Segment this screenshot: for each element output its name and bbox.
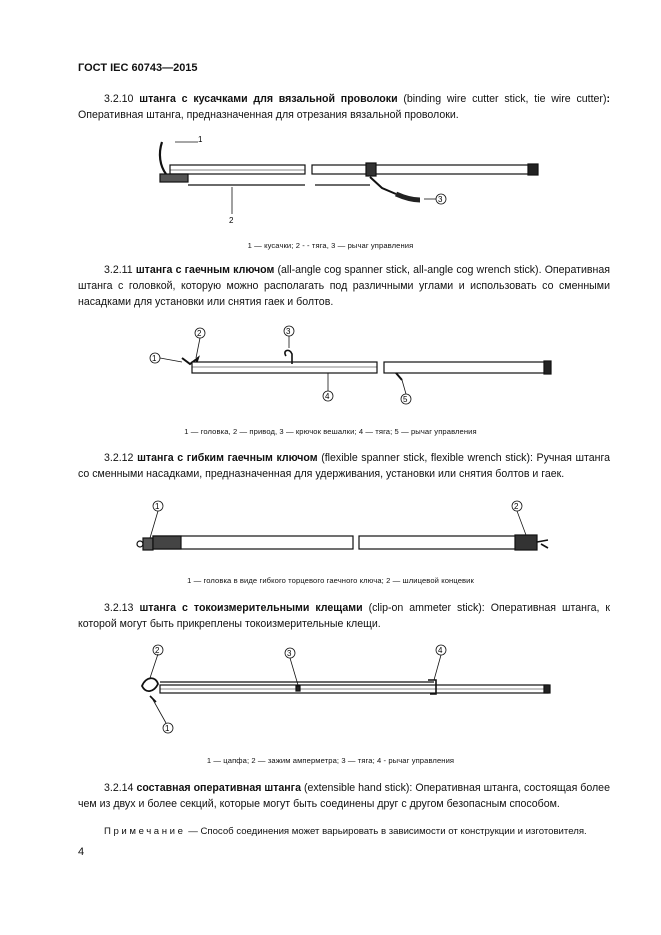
figure-wire-cutter-stick [0, 130, 661, 240]
section-3-2-14 [78, 780, 610, 812]
definition: Оперативная штанга, к которой могут быть прикреплены токоизмерительные клещи. [78, 602, 611, 630]
section-3-2-10: 3.2.10 штанга с кусачками для вязальной проволоки (binding wire cutter stick, tie wire cutter): Оперативная штанга, предназначенная для отрезания вязальной проволоки. [78, 93, 611, 121]
note-label: Примечание [104, 826, 186, 837]
figure-caption: 1 — цапфа; 2 — зажим амперметра; 3 — тяга; 4 - рычаг управления [206, 756, 455, 765]
section-number: 3.2.10 [104, 93, 134, 105]
fig-label: 3 [287, 649, 292, 658]
fig-label: 2 [155, 646, 160, 655]
section-3-2-13 [78, 600, 610, 632]
term-english: (flexible spanner stick, flexible wrench stick): [321, 452, 533, 464]
fig-label: 2 [514, 502, 519, 511]
section-number: 3.2.13 [104, 602, 134, 614]
term-english: (all-angle cog spanner stick, all-angle cog wrench stick). [277, 264, 542, 276]
figure-caption: 1 — кусачки; 2 - - тяга, 3 — рычаг управления [247, 241, 414, 250]
section-3-2-12 [78, 450, 610, 482]
term: штанга с токоизмерительными клещами [139, 602, 363, 614]
term-english: (binding wire cutter stick, tie wire cutter) [403, 93, 607, 105]
term: штанга с гибким гаечным ключом [137, 452, 318, 464]
fig-label: 4 [325, 392, 330, 401]
term-english: (extensible hand stick): [303, 782, 413, 794]
section-3-2-11 [78, 262, 610, 310]
section-number: 3.2.14 [104, 782, 134, 794]
fig-label: 1 [165, 724, 170, 733]
figure-caption: 1 — головка, 2 — привод, 3 — крючок вешалки; 4 — тяга; 5 — рычаг управления [184, 427, 477, 436]
term-english: (clip-on ammeter stick): [368, 602, 485, 614]
document-header: ГОСТ IEC 60743—2015 [78, 62, 198, 74]
term: составная оперативная штанга [136, 782, 301, 794]
fig-label: 2 [229, 216, 234, 225]
fig-label: 4 [438, 646, 443, 655]
definition: Оперативная штанга, предназначенная для отрезания вязальной проволоки. [78, 109, 459, 121]
fig-label: 3 [286, 327, 291, 336]
figure-flexible-spanner-stick [0, 492, 661, 572]
note [104, 826, 587, 837]
definition: Оперативная штанга, состоящая более чем из двух и более секций, которые могут быть соединены друг с другом безопасным способом. [78, 782, 610, 810]
fig-label: 1 [198, 135, 203, 144]
fig-label: 1 [152, 354, 157, 363]
section-number: 3.2.11 [104, 264, 133, 276]
section-number: 3.2.12 [104, 452, 134, 464]
page-number: 4 [78, 846, 85, 858]
fig-label: 3 [438, 195, 443, 204]
note-text: — Способ соединения может варьировать в зависимости от конструкции и изготовителя. [188, 826, 587, 837]
fig-label: 2 [197, 329, 202, 338]
definition: Оперативная штанга с головкой, которую можно располагать под различными углами и использовать со сменными насадками для установки или снятия гаек и болтов. [78, 264, 610, 308]
fig-label: 5 [403, 395, 408, 404]
figure-caption: 1 — головка в виде гибкого торцевого гаечного ключа; 2 — шлицевой концевик [187, 576, 474, 585]
term: штанга с гаечным ключом [135, 264, 275, 276]
term: штанга с кусачками для вязальной проволоки [139, 93, 398, 105]
fig-label: 1 [155, 502, 160, 511]
figure-cog-spanner-stick [0, 320, 661, 420]
definition: Ручная штанга со сменными насадками, предназначенная для удерживания, установки или снятия болтов и гаек. [78, 452, 610, 480]
figure-clip-on-ammeter-stick [0, 640, 661, 740]
